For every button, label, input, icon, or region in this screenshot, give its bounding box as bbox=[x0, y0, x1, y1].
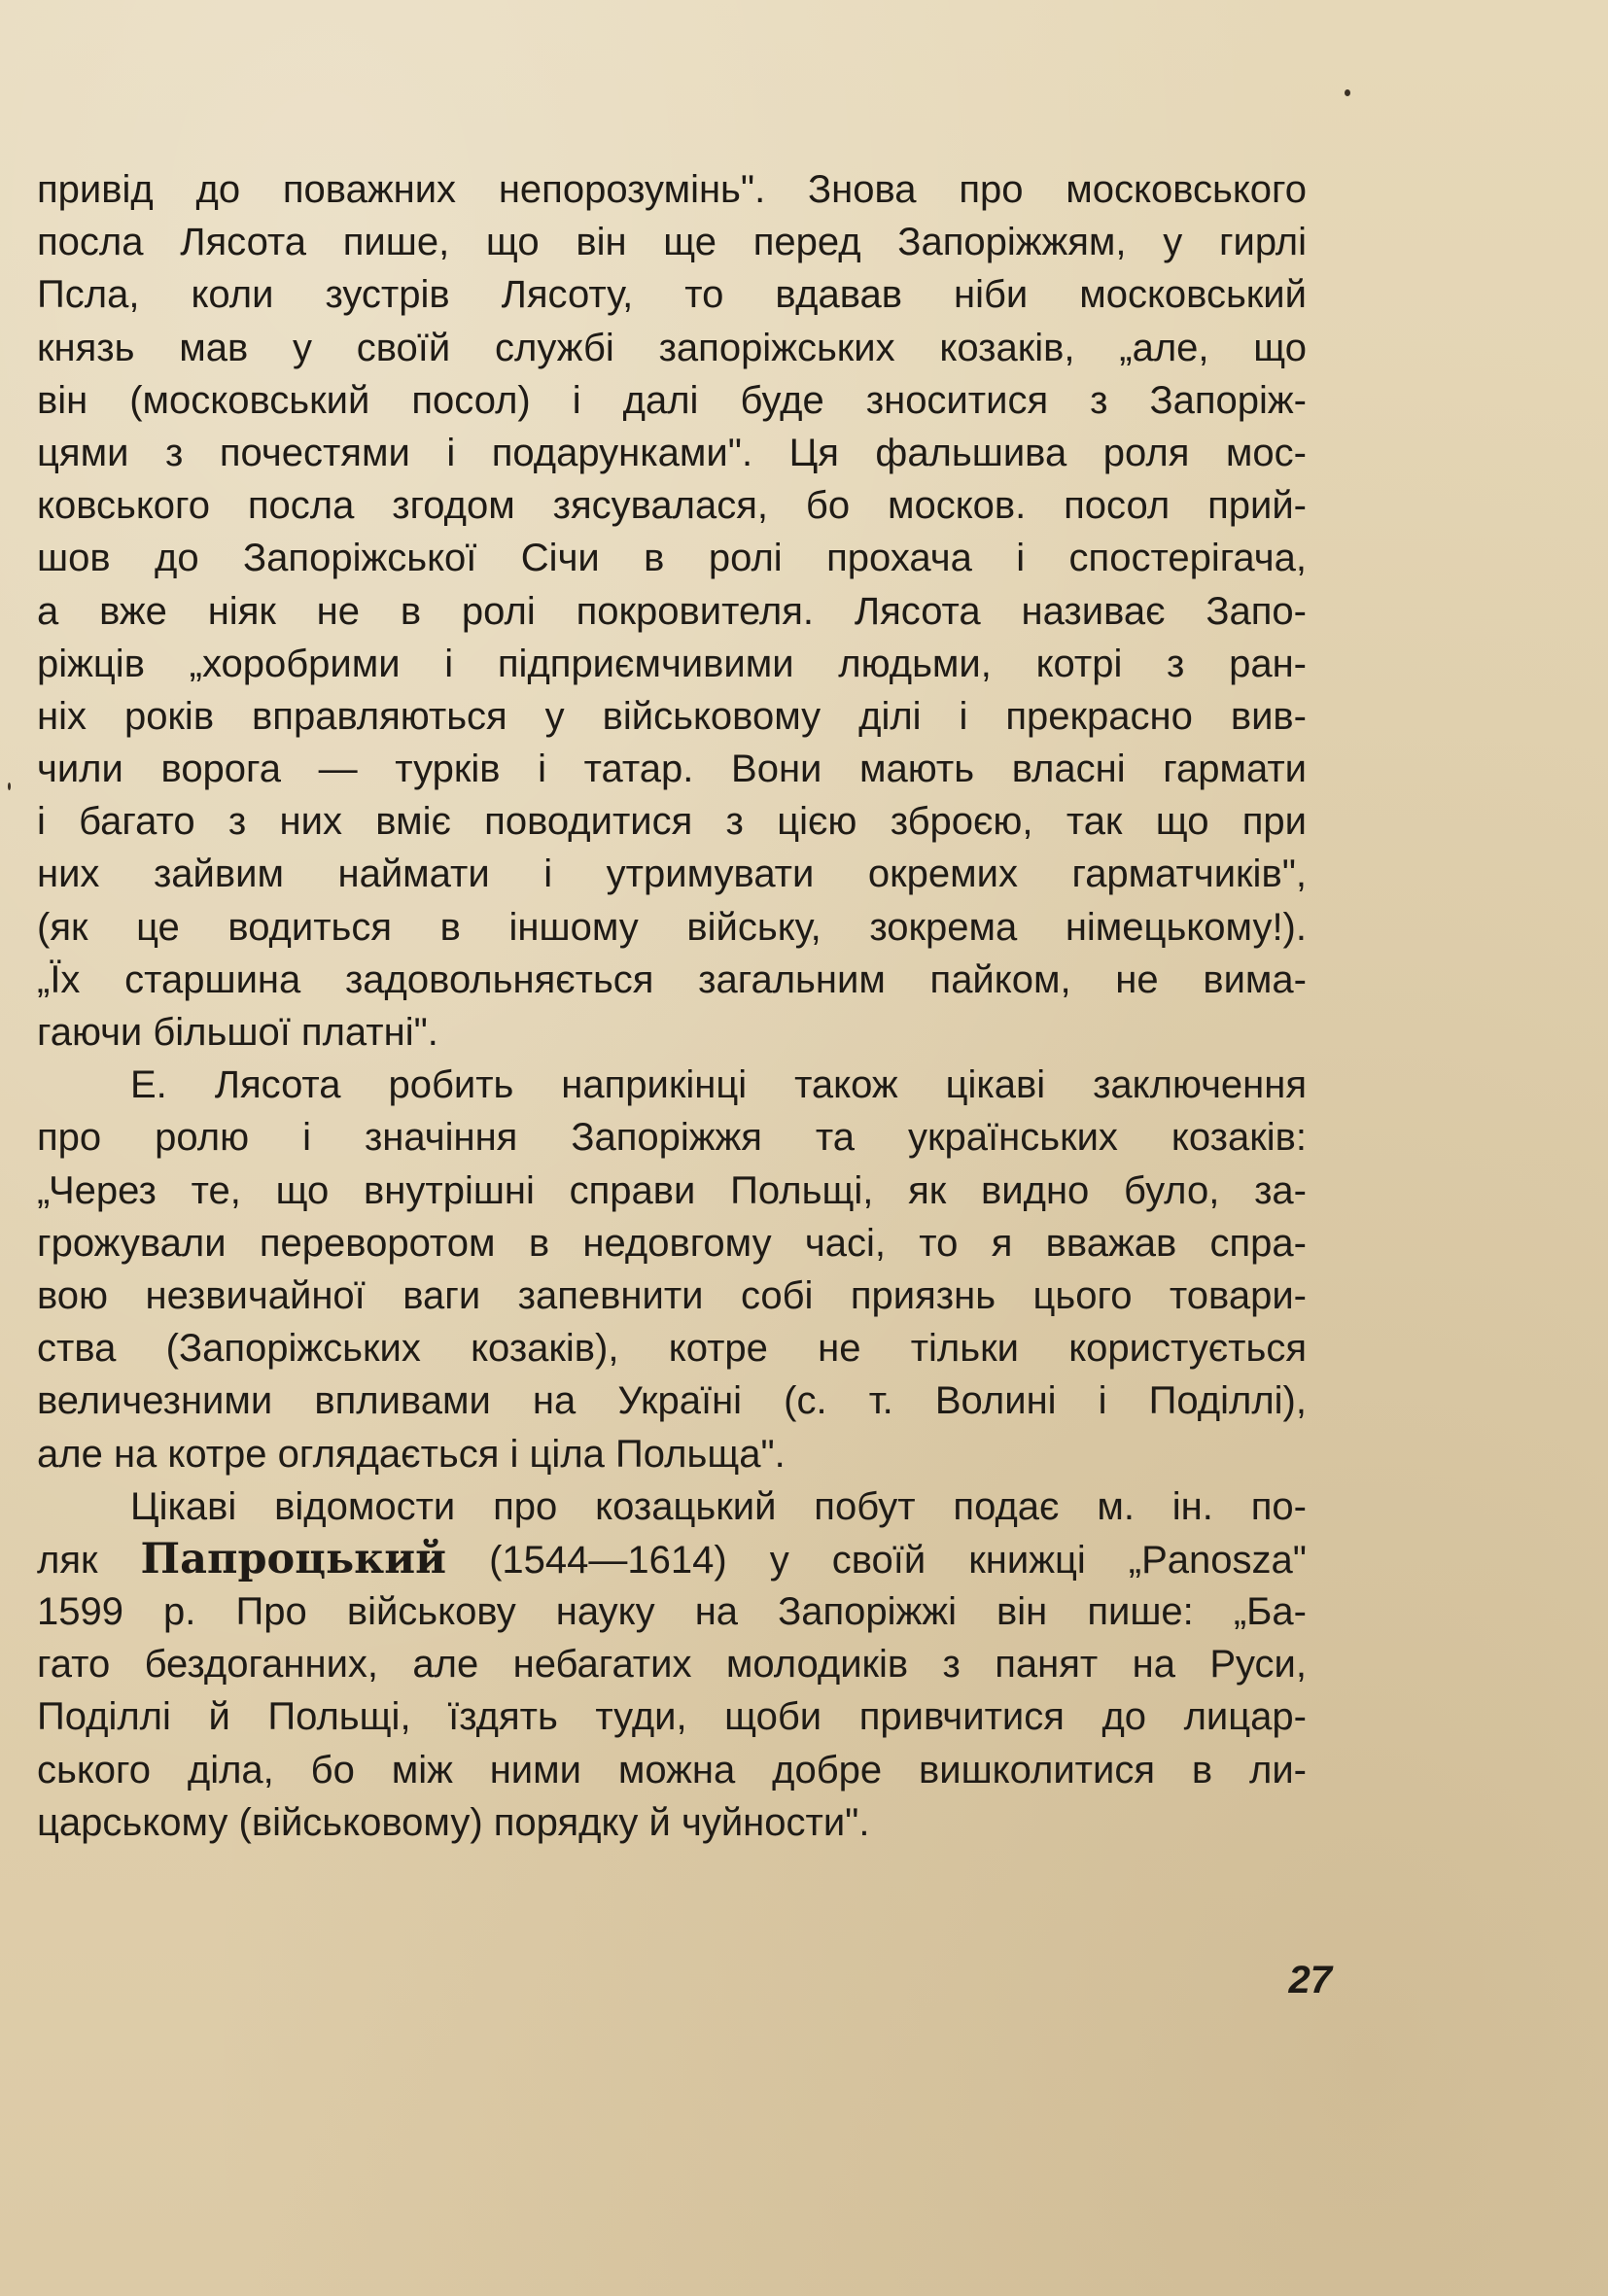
text-line: ковського посла згодом зясувалася, бо москов. посол прий- bbox=[37, 484, 1307, 528]
text-line: ріжців „хоробрими і підприємчивими людьми, котрі з ран- bbox=[37, 642, 1307, 685]
text-line-with-name bbox=[37, 1533, 1307, 1585]
paragraph-end-line: але на котре оглядається і ціла Польща". bbox=[37, 1432, 786, 1476]
text-line: чили ворога — турків і татар. Вони мають власні гармати bbox=[37, 748, 1307, 791]
body-text bbox=[37, 163, 1307, 1849]
text-line: „Їх старшина задовольняється загальним пайком, не вима- bbox=[37, 957, 1307, 1001]
text-line: і багато з них вміє поводитися з цією зброєю, так що при bbox=[37, 800, 1307, 844]
paper-speck bbox=[8, 783, 11, 790]
text-line: гато бездоганних, але небагатих молодиків з панят на Руси, bbox=[37, 1643, 1307, 1687]
text-line: князь мав у своїй службі запоріжських козаків, „але, що bbox=[37, 326, 1307, 369]
text-line: він (московський посол) і далі буде зноситися з Запоріж- bbox=[37, 378, 1307, 422]
paragraph-end-line: гаючи більшої платні". bbox=[37, 1011, 438, 1054]
text-line: „Через те, що внутрішні справи Польщі, як видно було, за- bbox=[37, 1168, 1307, 1212]
text-line: ства (Запоріжських козаків), котре не тільки користується bbox=[37, 1327, 1307, 1371]
text-line: величезними впливами на Україні (с. т. Волині і Поділлі), bbox=[37, 1379, 1307, 1423]
text-line: них зайвим наймати і утримувати окремих гарматчиків", bbox=[37, 852, 1307, 896]
text-line: (як це водиться в іншому війську, зокрема німецькому!). bbox=[37, 905, 1307, 949]
author-name-bold: Папроцький bbox=[140, 1534, 447, 1583]
text-line: Псла, коли зустрів Лясоту, то вдавав ніби московський bbox=[37, 273, 1307, 317]
text-line: а вже ніяк не в ролі покровителя. Лясота називає Запо- bbox=[37, 589, 1307, 633]
paragraph-start-line: Е. Лясота робить наприкінці також цікаві заключення bbox=[130, 1063, 1307, 1107]
text-line: ського діла, бо між ними можна добре вишколитися в ли- bbox=[37, 1748, 1307, 1792]
text-line: 1599 р. Про військову науку на Запоріжжі він пише: „Ба- bbox=[37, 1590, 1307, 1634]
text-fragment: ляк bbox=[37, 1538, 141, 1582]
text-line: грожували переворотом в недовгому часі, то я вважав спра- bbox=[37, 1221, 1307, 1265]
text-line: шов до Запоріжської Січи в ролі прохача і спостерігача, bbox=[37, 537, 1307, 580]
text-line: вою незвичайної ваги запевнити собі приязнь цього товари- bbox=[37, 1273, 1307, 1317]
text-fragment: (1544—1614) у своїй книжці „Panosza" bbox=[446, 1538, 1307, 1582]
text-line: ніх років вправляються у військовому ділі і прекрасно вив- bbox=[37, 694, 1307, 738]
text-line: привід до поважних непорозумінь". Знова про московського bbox=[37, 168, 1307, 211]
text-line: цями з почестями і подарунками". Ця фальшива роля мос- bbox=[37, 431, 1307, 474]
text-line: про ролю і значіння Запоріжжя та українських козаків: bbox=[37, 1116, 1307, 1160]
page-number: 27 bbox=[1288, 1959, 1332, 2001]
paragraph-start-line: Цікаві відомости про козацький побут подає м. ін. по- bbox=[130, 1484, 1307, 1528]
text-line: Поділлі й Польщі, їздять туди, щоби привчитися до лицар- bbox=[37, 1695, 1307, 1739]
text-line: посла Лясота пише, що він ще перед Запоріжжям, у гирлі bbox=[37, 221, 1307, 264]
paper-speck bbox=[1345, 89, 1350, 96]
paragraph-end-line: царському (військовому) порядку й чуйности". bbox=[37, 1800, 870, 1844]
